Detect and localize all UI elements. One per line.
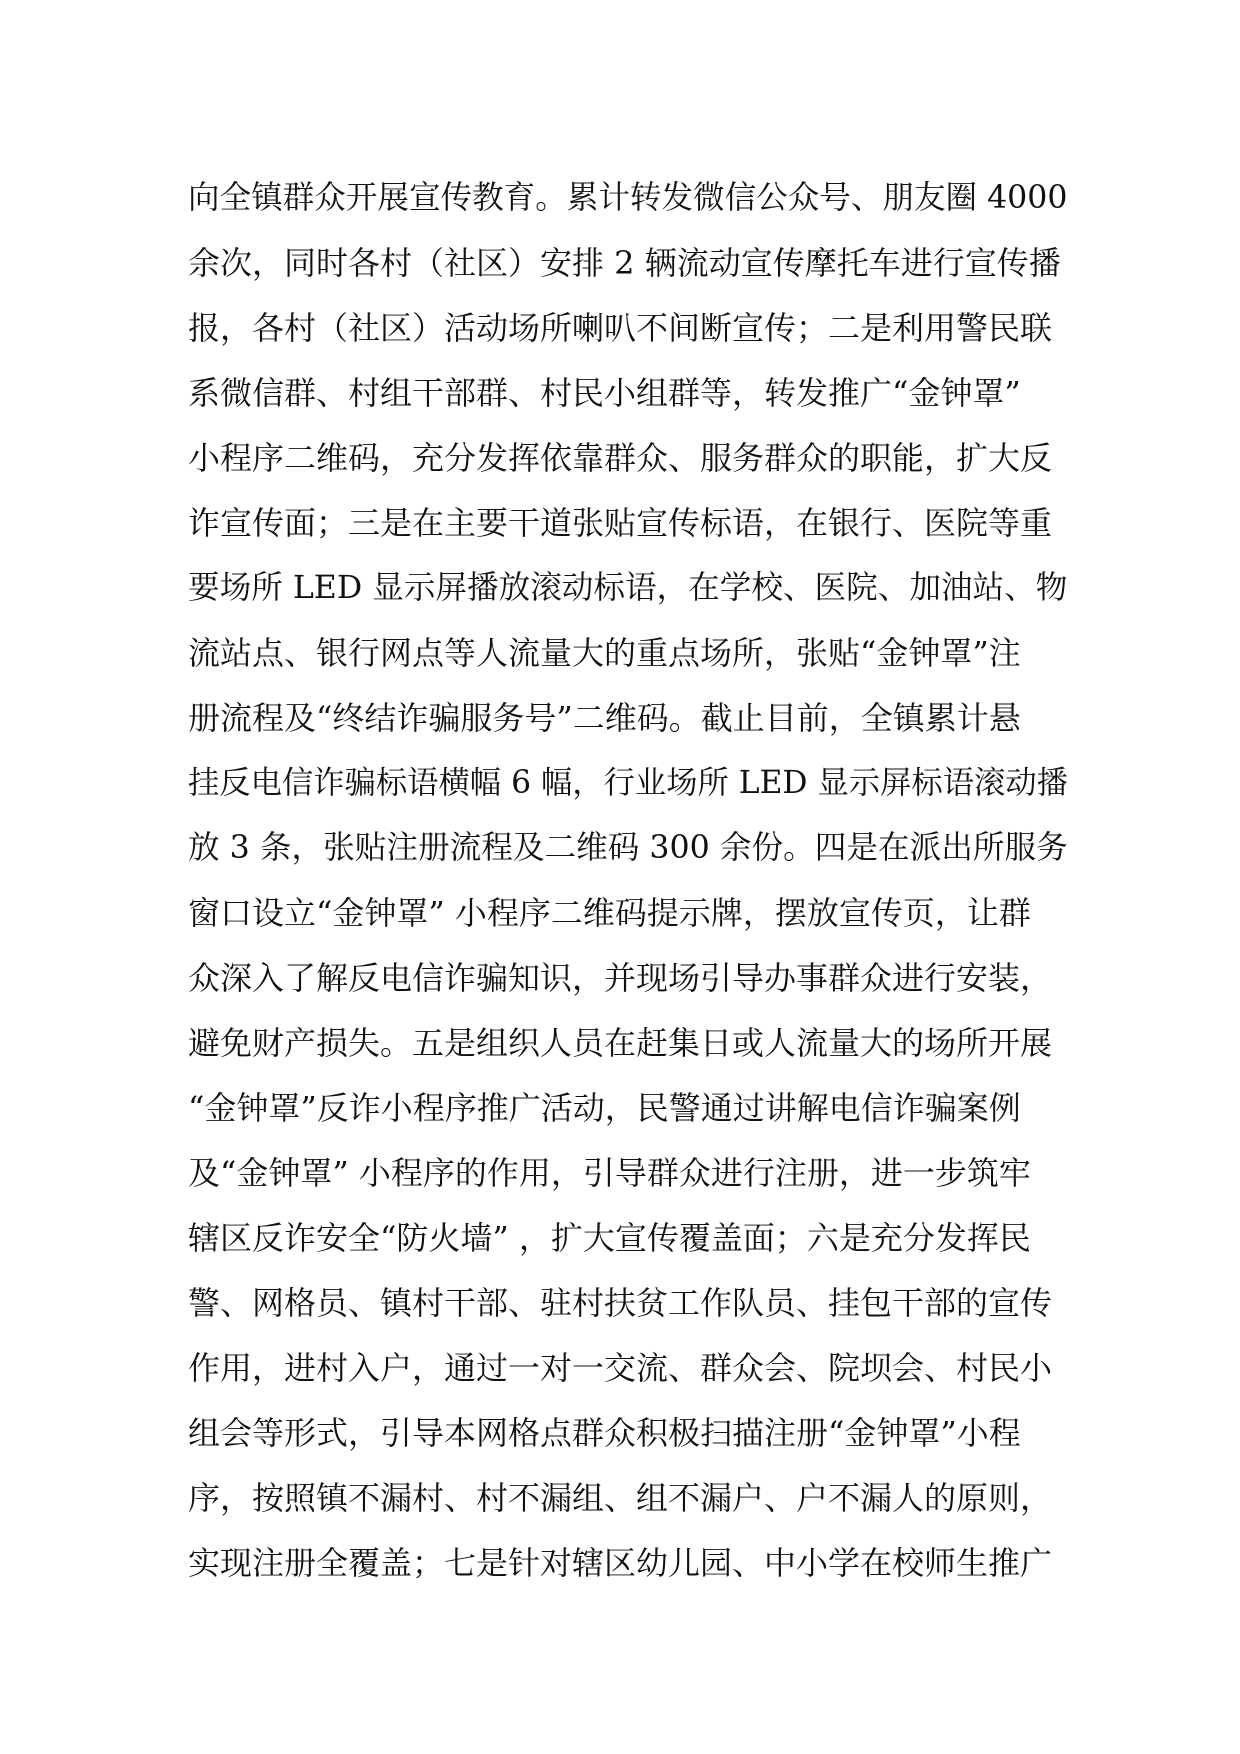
text-line: 要场所 LED 显示屏播放滚动标语，在学校、医院、加油站、物 [188, 570, 1068, 606]
text-line: “金钟罩”反诈小程序推广活动，民警通过讲解电信诈骗案例 [188, 1089, 1021, 1127]
text-line: 组会等形式，引导本网格点群众积极扫描注册“金钟罩”小程 [188, 1414, 1021, 1452]
text-line: 挂反电信诈骗标语横幅 6 幅，行业场所 LED 显示屏标语滚动播 [188, 765, 1068, 801]
text-line: 向全镇群众开展宣传教育。累计转发微信公众号、朋友圈 4000 [188, 180, 1068, 216]
text-line: 册流程及“终结诈骗服务号”二维码。截止目前，全镇累计悬 [188, 699, 1021, 737]
text-line: 系微信群、村组干部群、村民小组群等，转发推广“金钟罩” [188, 374, 1021, 412]
text-line: 余次，同时各村（社区）安排 2 辆流动宣传摩托车进行宣传播 [188, 244, 1061, 282]
text-line: 警、网格员、镇村干部、驻村扶贫工作队员、挂包干部的宣传 [188, 1284, 1053, 1322]
text-line: 及“金钟罩” 小程序的作用，引导群众进行注册，进一步筑牢 [188, 1154, 1031, 1192]
text-line: 窗口设立“金钟罩” 小程序二维码提示牌，摆放宣传页，让群 [188, 894, 1031, 932]
text-line: 辖区反诈安全“防火墙” ，扩大宣传覆盖面；六是充分发挥民 [188, 1219, 1031, 1257]
body-text [188, 166, 1068, 1596]
text-line: 作用，进村入户，通过一对一交流、群众会、院坝会、村民小 [188, 1349, 1053, 1387]
text-line: 众深入了解反电信诈骗知识，并现场引导办事群众进行安装， [188, 959, 1053, 997]
text-line: 小程序二维码，充分发挥依靠群众、服务群众的职能，扩大反 [188, 439, 1053, 477]
text-line: 诈宣传面；三是在主要干道张贴宣传标语，在银行、医院等重 [188, 504, 1053, 542]
text-line: 序，按照镇不漏村、村不漏组、组不漏户、户不漏人的原则， [188, 1479, 1053, 1517]
text-line: 避免财产损失。五是组织人员在赶集日或人流量大的场所开展 [188, 1024, 1053, 1062]
text-line: 报，各村（社区）活动场所喇叭不间断宣传；二是利用警民联 [188, 309, 1053, 347]
text-line: 实现注册全覆盖；七是针对辖区幼儿园、中小学在校师生推广 [188, 1544, 1053, 1582]
text-line: 放 3 条，张贴注册流程及二维码 300 余份。四是在派出所服务 [188, 830, 1068, 866]
text-line: 流站点、银行网点等人流量大的重点场所，张贴“金钟罩”注 [188, 634, 1021, 672]
